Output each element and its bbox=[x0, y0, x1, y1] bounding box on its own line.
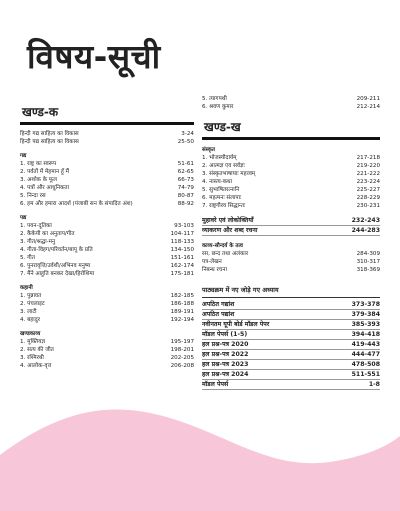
toc-entry[interactable] bbox=[202, 360, 380, 370]
entry-pages: 104-117 bbox=[170, 231, 194, 237]
entry-pages: 225-227 bbox=[356, 187, 380, 193]
entry-pages: 478-508 bbox=[351, 360, 380, 368]
entry-title: 1. मुक्तियज्ञ bbox=[20, 339, 45, 345]
entry-title: 6. महत्मनः संलापाः bbox=[202, 195, 242, 201]
toc-entry[interactable] bbox=[202, 310, 380, 320]
entry-title: व्याकरण और शब्द रचना bbox=[202, 227, 258, 234]
toc-entry[interactable] bbox=[202, 178, 380, 186]
entry-pages: 186-188 bbox=[170, 301, 194, 307]
entry-title: 5. सुभाषितरत्नानि bbox=[202, 187, 240, 193]
toc-entry[interactable] bbox=[20, 138, 194, 146]
subsection-heading: गद्य bbox=[20, 153, 27, 159]
subsection-heading: काव्य-सौन्दर्य के तत्व bbox=[202, 243, 243, 249]
entry-pages: 189-191 bbox=[170, 309, 194, 315]
entry-pages: 3-24 bbox=[181, 131, 194, 137]
entry-pages: 511-551 bbox=[351, 370, 380, 378]
entry-title: पत्र-लेखन bbox=[202, 259, 222, 265]
toc-entry[interactable] bbox=[20, 254, 194, 262]
toc-entry[interactable] bbox=[202, 380, 380, 390]
section-heading-khand-ka: खण्ड-क bbox=[22, 105, 59, 119]
entry-pages: 25-50 bbox=[177, 139, 194, 145]
toc-entry[interactable] bbox=[20, 362, 194, 370]
heading-rule bbox=[202, 137, 380, 140]
entry-title: 4. आलोक-वृत्त bbox=[20, 363, 52, 369]
entry-title: 1. भोजस्यौदार्यम् bbox=[202, 155, 237, 161]
entry-title: 2. सत्य की जीत bbox=[20, 347, 54, 353]
divider bbox=[202, 297, 380, 298]
page-title: विषय-सूची bbox=[27, 37, 161, 76]
toc-entry[interactable] bbox=[20, 346, 194, 354]
entry-title: 2. पंचलाइट bbox=[20, 301, 45, 307]
toc-entry[interactable] bbox=[202, 250, 380, 258]
subsection-heading: कहानी bbox=[20, 285, 33, 291]
toc-entry[interactable] bbox=[20, 238, 194, 246]
entry-pages: 175-181 bbox=[170, 271, 194, 277]
entry-title: हिन्दी पद्य साहित्य का विकास bbox=[20, 139, 79, 145]
entry-title: 4. बहादुर bbox=[20, 317, 40, 323]
entry-pages: 219-220 bbox=[356, 163, 380, 169]
new-chapters-heading: पाठ्यक्रम में नए जोड़े गए अध्याय bbox=[202, 286, 279, 294]
toc-entry[interactable] bbox=[202, 266, 380, 274]
toc-entry[interactable] bbox=[20, 176, 194, 184]
entry-title: हल प्रश्न-पत्र 2022 bbox=[202, 350, 249, 358]
entry-title: 2. कैकेयी का अनुताप/गीत bbox=[20, 231, 75, 237]
toc-entry[interactable] bbox=[202, 350, 380, 360]
toc-entry[interactable] bbox=[20, 184, 194, 192]
entry-pages: 151-161 bbox=[170, 255, 194, 261]
entry-pages: 223-224 bbox=[356, 179, 380, 185]
entry-title: हल प्रश्न-पत्र 2020 bbox=[202, 340, 249, 348]
entry-title: 4. नास्त्य-कथा bbox=[202, 179, 233, 185]
toc-entry[interactable] bbox=[20, 292, 194, 300]
entry-title: नवीनतम यूपी बोर्ड मॉडल पेपर bbox=[202, 320, 270, 328]
toc-entry[interactable] bbox=[202, 170, 380, 178]
entry-title: 3. रश्मिरथी bbox=[20, 355, 44, 361]
toc-entry[interactable] bbox=[20, 168, 194, 176]
entry-title: 3. संस्कृतभाषायाः महत्त्वम् bbox=[202, 171, 256, 177]
toc-entry[interactable] bbox=[20, 200, 194, 208]
subsection-heading: पद्य bbox=[20, 215, 27, 221]
toc-entry[interactable] bbox=[202, 340, 380, 350]
entry-title: 5. गीत bbox=[20, 255, 35, 261]
heading-rule bbox=[20, 122, 194, 125]
entry-pages: 198-201 bbox=[170, 347, 194, 353]
subsection-heading: खण्डकाव्य bbox=[20, 331, 41, 337]
entry-pages: 244-283 bbox=[351, 227, 380, 234]
entry-title: 4. पत्रों और आधुनिकता bbox=[20, 185, 70, 191]
entry-pages: 80-87 bbox=[177, 193, 194, 199]
entry-title: 5. निन्दा रस bbox=[20, 193, 46, 199]
entry-pages: 118-133 bbox=[170, 239, 194, 245]
toc-entry[interactable] bbox=[202, 320, 380, 330]
entry-title: अपठित गद्यांश bbox=[202, 300, 235, 308]
entry-pages: 385-393 bbox=[351, 320, 380, 328]
entry-pages: 134-150 bbox=[170, 247, 194, 253]
entry-title: 3. अशोक के फूल bbox=[20, 177, 57, 183]
entry-title: हिन्दी गद्य साहित्य का विकास bbox=[20, 131, 79, 137]
entry-pages: 228-229 bbox=[356, 195, 380, 201]
entry-title: हल प्रश्न-पत्र 2024 bbox=[202, 370, 249, 378]
toc-entry[interactable] bbox=[202, 95, 380, 103]
toc-entry[interactable] bbox=[202, 370, 380, 380]
entry-pages: 162-174 bbox=[170, 263, 194, 269]
entry-title: 6. श्रवण कुमार bbox=[202, 104, 234, 110]
entry-pages: 206-208 bbox=[170, 363, 194, 369]
entry-pages: 93-103 bbox=[174, 223, 194, 229]
entry-pages: 284-309 bbox=[356, 251, 380, 257]
toc-entry[interactable] bbox=[202, 186, 380, 194]
entry-title: 3. गीत/श्रद्धा-मनु bbox=[20, 239, 56, 245]
toc-entry[interactable] bbox=[20, 316, 194, 324]
toc-entry[interactable] bbox=[20, 300, 194, 308]
entry-pages: 62-65 bbox=[177, 169, 194, 175]
entry-pages: 88-92 bbox=[177, 201, 194, 207]
entry-pages: 217-218 bbox=[356, 155, 380, 161]
entry-title: अपठित पद्यांश bbox=[202, 310, 235, 318]
toc-entry[interactable] bbox=[202, 330, 380, 340]
entry-pages: 1-8 bbox=[368, 380, 380, 388]
entry-title: मॉडल पेपर्स (1-5) bbox=[202, 330, 248, 338]
entry-title: मॉडल पेपर्स bbox=[202, 380, 229, 388]
toc-entry[interactable] bbox=[20, 246, 194, 254]
toc-entry[interactable] bbox=[202, 202, 380, 210]
entry-pages: 232-243 bbox=[351, 217, 380, 224]
toc-entry[interactable] bbox=[202, 103, 380, 111]
entry-pages: 74-79 bbox=[177, 185, 194, 191]
toc-entry[interactable] bbox=[202, 194, 380, 202]
toc-entry[interactable] bbox=[20, 308, 194, 316]
entry-pages: 394-418 bbox=[351, 330, 380, 338]
entry-title: 1. पवन-दूतिका bbox=[20, 223, 52, 229]
entry-title: 2. पर्वतों में मेहमान हूँ मैं bbox=[20, 169, 70, 175]
entry-pages: 318-369 bbox=[356, 267, 380, 273]
entry-pages: 310-317 bbox=[356, 259, 380, 265]
toc-entry[interactable] bbox=[20, 192, 194, 200]
entry-pages: 379-384 bbox=[351, 310, 380, 318]
entry-title: 3. लाटी bbox=[20, 309, 37, 315]
toc-entry[interactable] bbox=[202, 258, 380, 266]
entry-title: 7. मैंने आहुति बनकर देखा/हिरोशिमा bbox=[20, 271, 95, 277]
entry-pages: 182-185 bbox=[170, 293, 194, 299]
toc-entry[interactable] bbox=[20, 270, 194, 278]
entry-pages: 444-477 bbox=[351, 350, 380, 358]
entry-title: मुहावरे एवं लोकोक्तियाँ bbox=[202, 217, 254, 224]
entry-pages: 195-197 bbox=[170, 339, 194, 345]
entry-pages: 209-211 bbox=[356, 96, 380, 102]
toc-entry[interactable] bbox=[20, 230, 194, 238]
entry-title: निबन्ध रचना bbox=[202, 267, 227, 273]
entry-title: 1. राष्ट्र का स्वरूप bbox=[20, 161, 57, 167]
entry-pages: 373-378 bbox=[351, 300, 380, 308]
entry-title: हल प्रश्न-पत्र 2023 bbox=[202, 360, 249, 368]
toc-entry[interactable] bbox=[202, 226, 380, 236]
left-column bbox=[20, 96, 194, 370]
entry-pages: 192-194 bbox=[170, 317, 194, 323]
right-column bbox=[202, 95, 380, 390]
section-heading-khand-kha: खण्ड-ख bbox=[204, 120, 241, 134]
entry-title: 1. पुन्नावत bbox=[20, 293, 42, 299]
toc-entry[interactable] bbox=[202, 300, 380, 310]
entry-title: 6. हम और हमारा आदर्श (पंजाबी सन के संपादित अंश) bbox=[20, 201, 133, 207]
entry-pages: 419-443 bbox=[351, 340, 380, 348]
entry-title: रस, छन्द तथा अलंकार bbox=[202, 251, 249, 257]
toc-entry[interactable] bbox=[202, 216, 380, 226]
toc-entry[interactable] bbox=[20, 130, 194, 138]
entry-title: 5. त्यागपथी bbox=[202, 96, 227, 102]
entry-pages: 212-214 bbox=[356, 104, 380, 110]
toc-entry[interactable] bbox=[20, 262, 194, 270]
toc-entry[interactable] bbox=[20, 338, 194, 346]
subsection-heading: संस्कृत bbox=[202, 147, 215, 153]
entry-pages: 66-73 bbox=[177, 177, 194, 183]
entry-title: 6. पुनरावृत्ति/उर्वशी/अभिनव मनुष्य bbox=[20, 263, 91, 269]
entry-title: 7. राष्ट्रगौरव सिद्धान्तः bbox=[202, 203, 246, 209]
entry-title: 4. गीता-विहग/परिवर्तन/बापू के प्रति bbox=[20, 247, 93, 253]
toc-entry[interactable] bbox=[202, 162, 380, 170]
toc-entry[interactable] bbox=[20, 222, 194, 230]
toc-entry[interactable] bbox=[20, 160, 194, 168]
toc-entry[interactable] bbox=[202, 154, 380, 162]
entry-pages: 221-222 bbox=[356, 171, 380, 177]
entry-pages: 202-205 bbox=[170, 355, 194, 361]
entry-pages: 51-61 bbox=[177, 161, 194, 167]
toc-entry[interactable] bbox=[20, 354, 194, 362]
spacer bbox=[202, 274, 380, 280]
entry-title: 2. आत्मज्ञ एव सर्वज्ञः bbox=[202, 163, 245, 169]
entry-pages: 230-231 bbox=[356, 203, 380, 209]
